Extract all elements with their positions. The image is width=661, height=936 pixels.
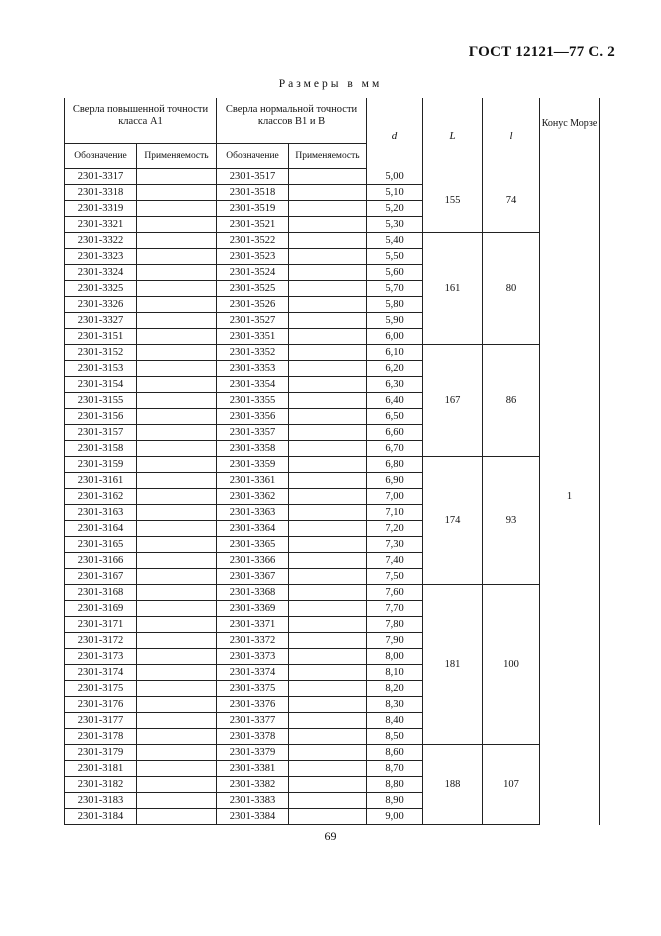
application-a-cell (137, 601, 217, 617)
designation-b-cell: 2301-3373 (217, 649, 289, 665)
designation-b-cell: 2301-3364 (217, 521, 289, 537)
d-cell: 5,70 (367, 281, 423, 297)
application-a-cell (137, 233, 217, 249)
application-a-cell (137, 329, 217, 345)
application-b-cell (289, 793, 367, 809)
d-cell: 7,40 (367, 553, 423, 569)
application-a-cell (137, 521, 217, 537)
application-a-cell (137, 809, 217, 825)
sub-designation-a: Обозначение (65, 144, 137, 169)
application-b-cell (289, 377, 367, 393)
l-cell: 86 (483, 345, 540, 457)
designation-b-cell: 2301-3377 (217, 713, 289, 729)
designation-b-cell: 2301-3384 (217, 809, 289, 825)
designation-b-cell: 2301-3517 (217, 169, 289, 185)
table-row (65, 345, 600, 361)
application-a-cell (137, 441, 217, 457)
application-b-cell (289, 601, 367, 617)
col-morse-header: Конус Морзе (540, 98, 600, 169)
designation-b-cell: 2301-3527 (217, 313, 289, 329)
table-row (65, 169, 600, 185)
application-b-cell (289, 265, 367, 281)
application-a-cell (137, 457, 217, 473)
drill-dimensions-table (64, 98, 600, 825)
l-cell: 74 (483, 169, 540, 233)
application-a-cell (137, 281, 217, 297)
application-a-cell (137, 169, 217, 185)
designation-a-cell: 2301-3183 (65, 793, 137, 809)
L-cell: 181 (423, 585, 483, 745)
designation-b-cell: 2301-3357 (217, 425, 289, 441)
d-cell: 6,70 (367, 441, 423, 457)
designation-b-cell: 2301-3379 (217, 745, 289, 761)
designation-a-cell: 2301-3155 (65, 393, 137, 409)
designation-a-cell: 2301-3173 (65, 649, 137, 665)
L-cell: 155 (423, 169, 483, 233)
d-cell: 5,20 (367, 201, 423, 217)
col-l-header: l (483, 98, 540, 169)
application-a-cell (137, 201, 217, 217)
application-b-cell (289, 409, 367, 425)
application-a-cell (137, 265, 217, 281)
application-a-cell (137, 665, 217, 681)
designation-a-cell: 2301-3162 (65, 489, 137, 505)
designation-b-cell: 2301-3381 (217, 761, 289, 777)
designation-b-cell: 2301-3525 (217, 281, 289, 297)
designation-a-cell: 2301-3151 (65, 329, 137, 345)
d-cell: 8,90 (367, 793, 423, 809)
document-header: ГОСТ 12121—77 С. 2 (468, 44, 615, 60)
d-cell: 6,90 (367, 473, 423, 489)
designation-a-cell: 2301-3326 (65, 297, 137, 313)
col-L-header: L (423, 98, 483, 169)
d-cell: 8,10 (367, 665, 423, 681)
application-b-cell (289, 329, 367, 345)
d-cell: 8,30 (367, 697, 423, 713)
application-b-cell (289, 185, 367, 201)
d-cell: 7,60 (367, 585, 423, 601)
d-cell: 8,40 (367, 713, 423, 729)
l-cell: 107 (483, 745, 540, 825)
designation-a-cell: 2301-3184 (65, 809, 137, 825)
application-b-cell (289, 489, 367, 505)
application-b-cell (289, 697, 367, 713)
application-b-cell (289, 425, 367, 441)
designation-b-cell: 2301-3354 (217, 377, 289, 393)
application-a-cell (137, 793, 217, 809)
units-caption: Размеры в мм (278, 78, 383, 90)
application-b-cell (289, 281, 367, 297)
d-cell: 6,10 (367, 345, 423, 361)
application-b-cell (289, 441, 367, 457)
designation-b-cell: 2301-3369 (217, 601, 289, 617)
application-b-cell (289, 681, 367, 697)
application-b-cell (289, 553, 367, 569)
designation-a-cell: 2301-3157 (65, 425, 137, 441)
application-a-cell (137, 361, 217, 377)
application-b-cell (289, 617, 367, 633)
application-a-cell (137, 313, 217, 329)
page-number: 69 (324, 829, 337, 843)
designation-a-cell: 2301-3177 (65, 713, 137, 729)
designation-b-cell: 2301-3365 (217, 537, 289, 553)
designation-b-cell: 2301-3359 (217, 457, 289, 473)
application-a-cell (137, 409, 217, 425)
designation-a-cell: 2301-3175 (65, 681, 137, 697)
designation-a-cell: 2301-3322 (65, 233, 137, 249)
application-b-cell (289, 297, 367, 313)
application-b-cell (289, 745, 367, 761)
application-a-cell (137, 185, 217, 201)
designation-a-cell: 2301-3165 (65, 537, 137, 553)
application-a-cell (137, 777, 217, 793)
application-a-cell (137, 633, 217, 649)
designation-a-cell: 2301-3178 (65, 729, 137, 745)
designation-b-cell: 2301-3375 (217, 681, 289, 697)
application-b-cell (289, 457, 367, 473)
designation-b-cell: 2301-3521 (217, 217, 289, 233)
designation-b-cell: 2301-3356 (217, 409, 289, 425)
application-b-cell (289, 809, 367, 825)
l-cell: 93 (483, 457, 540, 585)
d-cell: 7,00 (367, 489, 423, 505)
application-b-cell (289, 249, 367, 265)
application-b-cell (289, 169, 367, 185)
application-b-cell (289, 761, 367, 777)
application-a-cell (137, 729, 217, 745)
designation-a-cell: 2301-3166 (65, 553, 137, 569)
designation-a-cell: 2301-3172 (65, 633, 137, 649)
application-b-cell (289, 473, 367, 489)
d-cell: 7,70 (367, 601, 423, 617)
designation-a-cell: 2301-3174 (65, 665, 137, 681)
application-a-cell (137, 505, 217, 521)
d-cell: 7,50 (367, 569, 423, 585)
designation-b-cell: 2301-3355 (217, 393, 289, 409)
d-cell: 5,30 (367, 217, 423, 233)
L-cell: 161 (423, 233, 483, 345)
designation-b-cell: 2301-3526 (217, 297, 289, 313)
designation-a-cell: 2301-3152 (65, 345, 137, 361)
d-cell: 5,00 (367, 169, 423, 185)
designation-a-cell: 2301-3163 (65, 505, 137, 521)
d-cell: 6,00 (367, 329, 423, 345)
application-a-cell (137, 697, 217, 713)
application-a-cell (137, 249, 217, 265)
designation-a-cell: 2301-3159 (65, 457, 137, 473)
designation-a-cell: 2301-3164 (65, 521, 137, 537)
d-cell: 6,60 (367, 425, 423, 441)
application-a-cell (137, 297, 217, 313)
designation-b-cell: 2301-3374 (217, 665, 289, 681)
d-cell: 6,40 (367, 393, 423, 409)
designation-a-cell: 2301-3321 (65, 217, 137, 233)
designation-b-cell: 2301-3353 (217, 361, 289, 377)
d-cell: 6,20 (367, 361, 423, 377)
designation-b-cell: 2301-3522 (217, 233, 289, 249)
group-b-header: Сверла нормальной точности классов В1 и В (217, 98, 367, 144)
d-cell: 5,60 (367, 265, 423, 281)
d-cell: 7,30 (367, 537, 423, 553)
designation-b-cell: 2301-3523 (217, 249, 289, 265)
designation-b-cell: 2301-3376 (217, 697, 289, 713)
table-row (65, 585, 600, 601)
d-cell: 6,30 (367, 377, 423, 393)
designation-b-cell: 2301-3358 (217, 441, 289, 457)
application-b-cell (289, 201, 367, 217)
designation-a-cell: 2301-3327 (65, 313, 137, 329)
application-b-cell (289, 585, 367, 601)
application-a-cell (137, 585, 217, 601)
d-cell: 5,40 (367, 233, 423, 249)
designation-a-cell: 2301-3176 (65, 697, 137, 713)
d-cell: 9,00 (367, 809, 423, 825)
application-a-cell (137, 377, 217, 393)
designation-b-cell: 2301-3524 (217, 265, 289, 281)
application-a-cell (137, 745, 217, 761)
application-b-cell (289, 393, 367, 409)
d-cell: 7,20 (367, 521, 423, 537)
designation-b-cell: 2301-3351 (217, 329, 289, 345)
application-a-cell (137, 553, 217, 569)
designation-a-cell: 2301-3153 (65, 361, 137, 377)
application-a-cell (137, 217, 217, 233)
d-cell: 6,80 (367, 457, 423, 473)
designation-b-cell: 2301-3371 (217, 617, 289, 633)
designation-b-cell: 2301-3362 (217, 489, 289, 505)
designation-a-cell: 2301-3182 (65, 777, 137, 793)
application-b-cell (289, 361, 367, 377)
designation-b-cell: 2301-3366 (217, 553, 289, 569)
d-cell: 6,50 (367, 409, 423, 425)
application-a-cell (137, 473, 217, 489)
designation-b-cell: 2301-3363 (217, 505, 289, 521)
application-b-cell (289, 345, 367, 361)
d-cell: 8,20 (367, 681, 423, 697)
application-b-cell (289, 233, 367, 249)
designation-a-cell: 2301-3169 (65, 601, 137, 617)
application-a-cell (137, 489, 217, 505)
application-a-cell (137, 649, 217, 665)
designation-a-cell: 2301-3154 (65, 377, 137, 393)
d-cell: 8,00 (367, 649, 423, 665)
designation-a-cell: 2301-3167 (65, 569, 137, 585)
d-cell: 8,60 (367, 745, 423, 761)
d-cell: 5,90 (367, 313, 423, 329)
application-b-cell (289, 649, 367, 665)
d-cell: 5,10 (367, 185, 423, 201)
d-cell: 5,50 (367, 249, 423, 265)
designation-a-cell: 2301-3317 (65, 169, 137, 185)
d-cell: 7,10 (367, 505, 423, 521)
designation-a-cell: 2301-3161 (65, 473, 137, 489)
application-a-cell (137, 617, 217, 633)
designation-b-cell: 2301-3367 (217, 569, 289, 585)
table-row (65, 233, 600, 249)
application-b-cell (289, 777, 367, 793)
application-b-cell (289, 521, 367, 537)
application-b-cell (289, 713, 367, 729)
application-b-cell (289, 537, 367, 553)
application-b-cell (289, 217, 367, 233)
designation-a-cell: 2301-3324 (65, 265, 137, 281)
sub-application-a: Применяемость (137, 144, 217, 169)
sub-designation-b: Обозначение (217, 144, 289, 169)
application-a-cell (137, 713, 217, 729)
designation-a-cell: 2301-3179 (65, 745, 137, 761)
L-cell: 174 (423, 457, 483, 585)
designation-a-cell: 2301-3171 (65, 617, 137, 633)
application-b-cell (289, 569, 367, 585)
d-cell: 8,50 (367, 729, 423, 745)
application-b-cell (289, 665, 367, 681)
application-b-cell (289, 633, 367, 649)
designation-b-cell: 2301-3382 (217, 777, 289, 793)
d-cell: 8,70 (367, 761, 423, 777)
l-cell: 100 (483, 585, 540, 745)
d-cell: 5,80 (367, 297, 423, 313)
application-a-cell (137, 681, 217, 697)
designation-b-cell: 2301-3518 (217, 185, 289, 201)
designation-a-cell: 2301-3319 (65, 201, 137, 217)
table-body (65, 169, 600, 825)
designation-a-cell: 2301-3158 (65, 441, 137, 457)
designation-a-cell: 2301-3168 (65, 585, 137, 601)
l-cell: 80 (483, 233, 540, 345)
morse-cell: 1 (540, 169, 600, 825)
L-cell: 188 (423, 745, 483, 825)
application-a-cell (137, 425, 217, 441)
designation-a-cell: 2301-3325 (65, 281, 137, 297)
designation-b-cell: 2301-3378 (217, 729, 289, 745)
d-cell: 8,80 (367, 777, 423, 793)
designation-b-cell: 2301-3372 (217, 633, 289, 649)
application-a-cell (137, 569, 217, 585)
application-b-cell (289, 729, 367, 745)
d-cell: 7,90 (367, 633, 423, 649)
application-b-cell (289, 505, 367, 521)
application-a-cell (137, 393, 217, 409)
application-a-cell (137, 761, 217, 777)
designation-a-cell: 2301-3181 (65, 761, 137, 777)
designation-b-cell: 2301-3368 (217, 585, 289, 601)
sub-application-b: Применяемость (289, 144, 367, 169)
designation-a-cell: 2301-3318 (65, 185, 137, 201)
designation-b-cell: 2301-3352 (217, 345, 289, 361)
d-cell: 7,80 (367, 617, 423, 633)
designation-a-cell: 2301-3323 (65, 249, 137, 265)
designation-a-cell: 2301-3156 (65, 409, 137, 425)
application-a-cell (137, 345, 217, 361)
application-a-cell (137, 537, 217, 553)
table-row (65, 457, 600, 473)
L-cell: 167 (423, 345, 483, 457)
col-d-header: d (367, 98, 423, 169)
application-b-cell (289, 313, 367, 329)
group-a-header: Сверла повышенной точности класса А1 (65, 98, 217, 144)
designation-b-cell: 2301-3519 (217, 201, 289, 217)
table-row (65, 745, 600, 761)
designation-b-cell: 2301-3361 (217, 473, 289, 489)
designation-b-cell: 2301-3383 (217, 793, 289, 809)
